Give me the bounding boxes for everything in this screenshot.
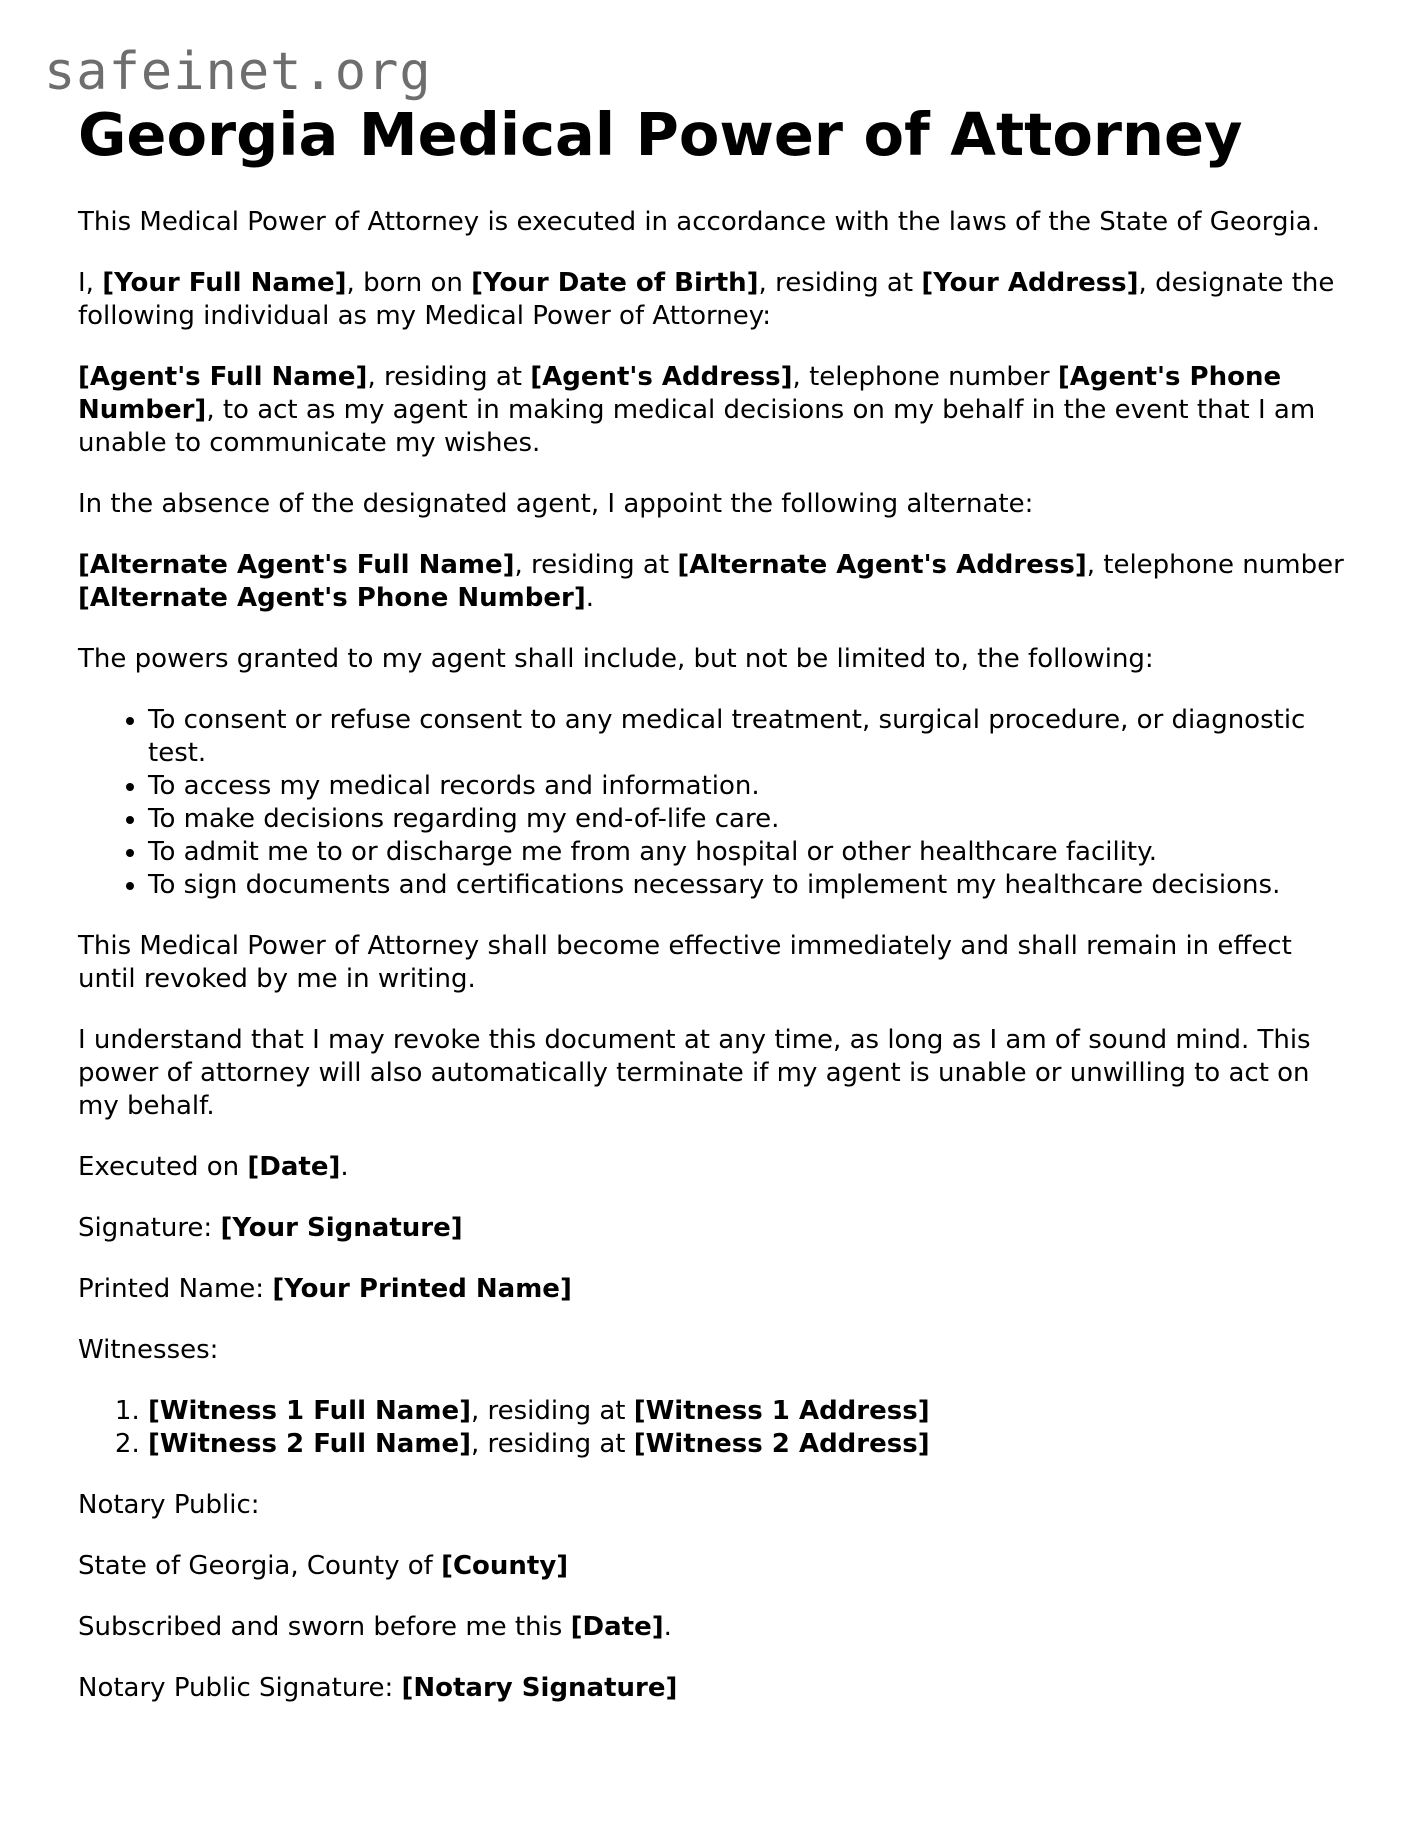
- principal-dob-field: [Your Date of Birth]: [471, 268, 759, 298]
- witness-address-field: [Witness 2 Address]: [633, 1429, 930, 1459]
- agent-paragraph: [Agent's Full Name], residing at [Agent's Address], telephone number [Agent's Phone Number], to act as my agent in making medical decisions on my behalf in the event that I am unable to communicate my wishes.: [78, 362, 1316, 458]
- revoke-paragraph: I understand that I may revoke this document at any time, as long as I am of sound mind. This power of attorney will also automatically terminate if my agent is unable or unwilling to act on my behalf.: [78, 1025, 1311, 1121]
- county-field: [County]: [441, 1551, 569, 1581]
- powers-list-item: • To consent or refuse consent to any medical treatment, surgical procedure, or diagnostic test.: [148, 704, 1348, 770]
- sworn-date-field: [Date]: [570, 1612, 664, 1642]
- alternate-address-field: [Alternate Agent's Address]: [677, 550, 1087, 580]
- powers-list: [78, 704, 1348, 902]
- witness-name-field: [Witness 1 Full Name]: [148, 1396, 471, 1426]
- principal-paragraph: I, [Your Full Name], born on [Your Date of Birth], residing at [Your Address], designate the following individual as my Medical Power of Attorney:: [78, 268, 1335, 331]
- executed-date-field: [Date]: [247, 1152, 341, 1182]
- executed-line: Executed on [Date].: [78, 1152, 349, 1182]
- principal-address-field: [Your Address]: [921, 268, 1139, 298]
- printed-name-line: Printed Name: [Your Printed Name]: [78, 1274, 572, 1304]
- powers-list-item: • To access my medical records and information.: [148, 770, 1348, 803]
- agent-name-field: [Agent's Full Name]: [78, 362, 368, 392]
- alternate-paragraph: [Alternate Agent's Full Name], residing at [Alternate Agent's Address], telephone number [Alternate Agent's Phone Number].: [78, 550, 1344, 613]
- alternate-intro-paragraph: In the absence of the designated agent, I appoint the following alternate:: [78, 489, 1034, 519]
- sworn-line: Subscribed and sworn before me this [Date].: [78, 1612, 672, 1642]
- witness-address-field: [Witness 1 Address]: [633, 1396, 930, 1426]
- notary-signature-field: [Notary Signature]: [401, 1673, 678, 1703]
- notary-label: Notary Public:: [78, 1490, 260, 1520]
- site-watermark: safeinet.org: [44, 42, 432, 102]
- alternate-phone-field: [Alternate Agent's Phone Number]: [78, 583, 586, 613]
- agent-phone-field: [Agent's Phone Number]: [78, 362, 1282, 425]
- principal-name-field: [Your Full Name]: [102, 268, 347, 298]
- powers-list-item: • To admit me to or discharge me from any hospital or other healthcare facility.: [148, 836, 1348, 869]
- agent-address-field: [Agent's Address]: [530, 362, 793, 392]
- printed-name-field: [Your Printed Name]: [272, 1274, 572, 1304]
- effective-paragraph: This Medical Power of Attorney shall become effective immediately and shall remain in effect until revoked by me in writing.: [78, 931, 1292, 994]
- document-title: Georgia Medical Power of Attorney: [78, 100, 1243, 169]
- document: [78, 96, 1348, 1733]
- signature-line: Signature: [Your Signature]: [78, 1213, 463, 1243]
- witnesses-list: [78, 1395, 1348, 1461]
- notary-signature-line: Notary Public Signature: [Notary Signature]: [78, 1673, 678, 1703]
- witness-item: 2. [Witness 2 Full Name], residing at [Witness 2 Address]: [148, 1428, 1348, 1461]
- witnesses-label: Witnesses:: [78, 1335, 219, 1365]
- powers-intro-paragraph: The powers granted to my agent shall include, but not be limited to, the following:: [78, 644, 1154, 674]
- intro-paragraph: This Medical Power of Attorney is executed in accordance with the laws of the State of Georgia.: [78, 207, 1320, 237]
- witness-item: 1. [Witness 1 Full Name], residing at [Witness 1 Address]: [148, 1395, 1348, 1428]
- powers-list-item: • To sign documents and certifications necessary to implement my healthcare decisions.: [148, 869, 1348, 902]
- witness-name-field: [Witness 2 Full Name]: [148, 1429, 471, 1459]
- powers-list-item: • To make decisions regarding my end-of-life care.: [148, 803, 1348, 836]
- signature-field: [Your Signature]: [220, 1213, 463, 1243]
- county-line: State of Georgia, County of [County]: [78, 1551, 569, 1581]
- alternate-name-field: [Alternate Agent's Full Name]: [78, 550, 515, 580]
